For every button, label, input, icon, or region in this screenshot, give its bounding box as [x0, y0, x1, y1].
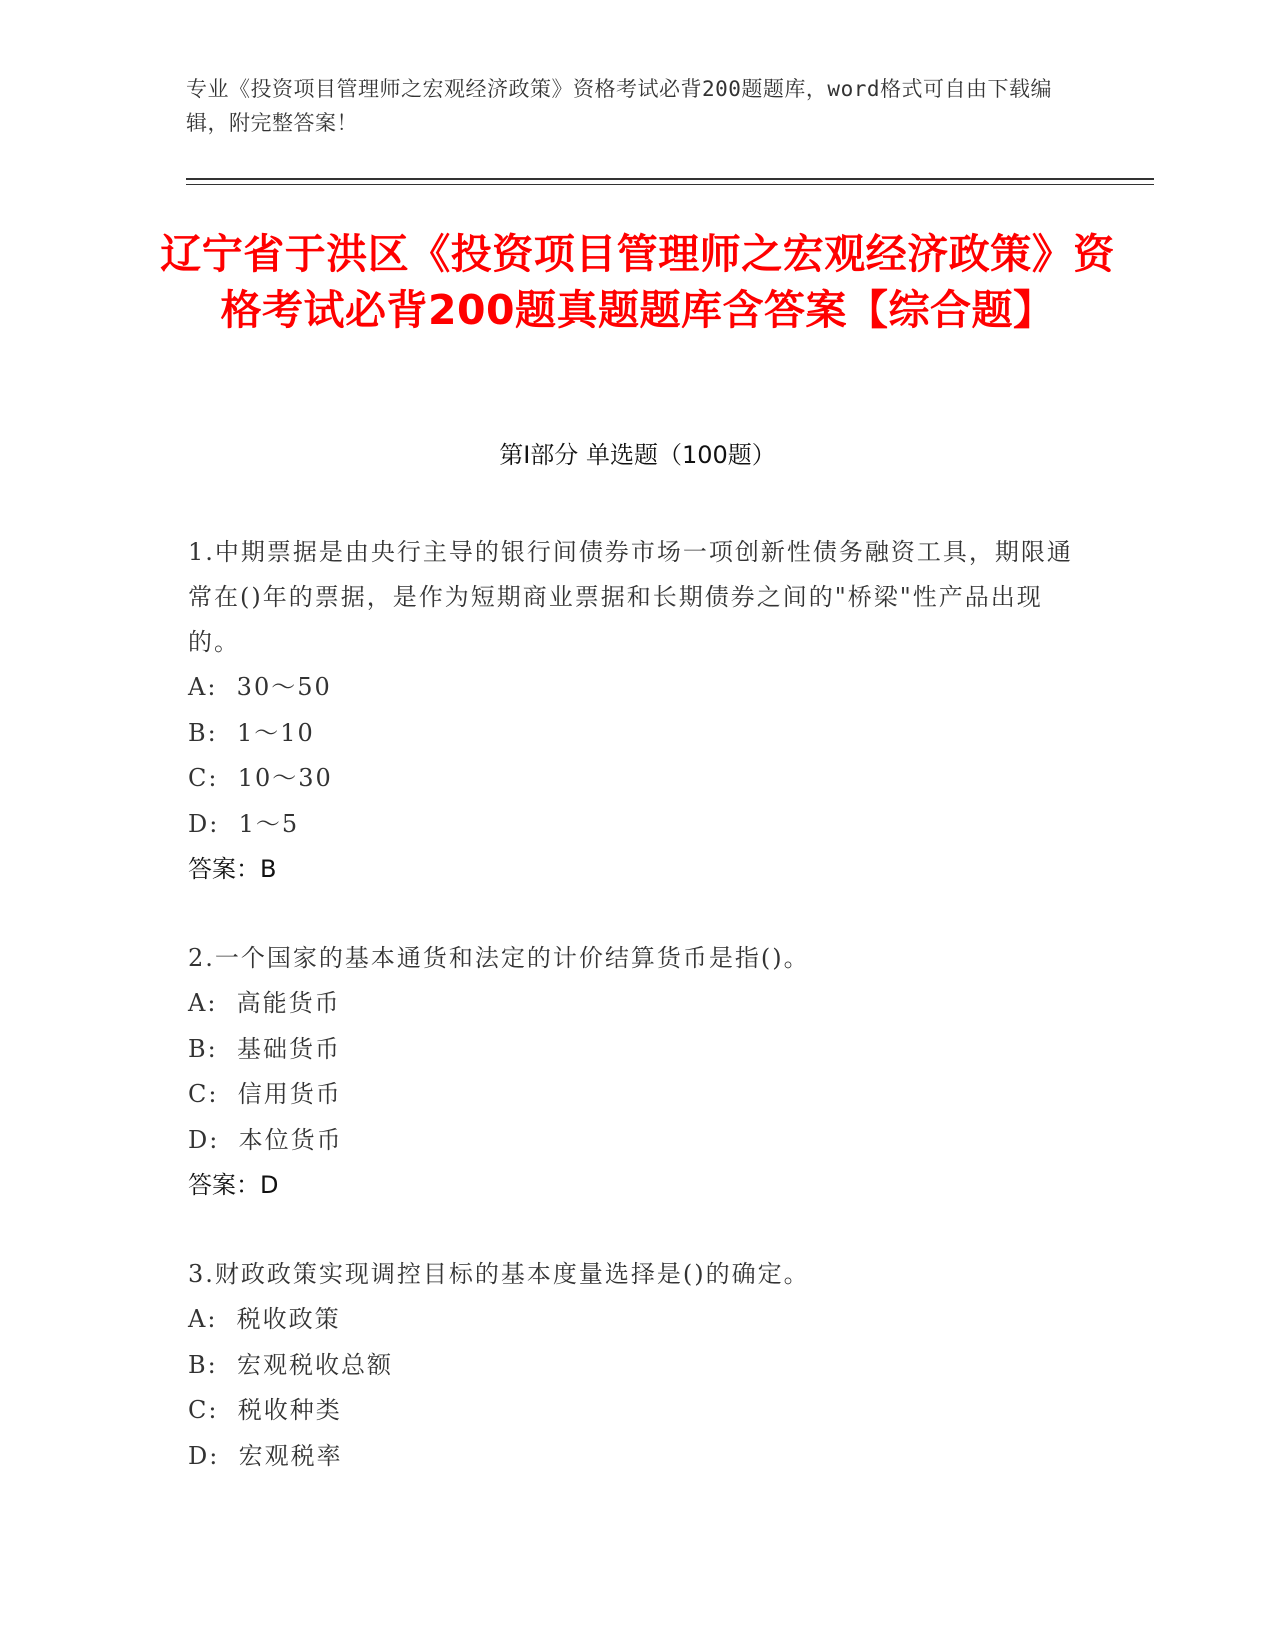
header-rule-thick [186, 178, 1154, 180]
option-a: A: 税收政策 [188, 1305, 341, 1333]
question-1 [188, 530, 1088, 892]
option-c: C: 10～30 [188, 764, 333, 792]
option-d: D: 1～5 [188, 809, 300, 838]
header-rule-thin [186, 184, 1154, 185]
option-b: B: 宏观税收总额 [188, 1350, 393, 1379]
question-stem: 3.财政政策实现调控目标的基本度量选择是()的确定。 [188, 1260, 810, 1288]
option-c: C: 信用货币 [188, 1080, 342, 1108]
question-stem: 1.中期票据是由央行主导的银行间债券市场一项创新性债务融资工具，期限通常在()年的票据，是作为短期商业票据和长期债券之间的"桥梁"性产品出现的。 [188, 538, 1073, 656]
option-a: A: 30～50 [188, 673, 332, 701]
option-d: D: 宏观税率 [188, 1441, 343, 1470]
question-3 [188, 1252, 1088, 1479]
option-b: B: 基础货币 [188, 1034, 341, 1063]
option-d: D: 本位货币 [188, 1125, 343, 1154]
header-note: 专业《投资项目管理师之宏观经济政策》资格考试必背200题题库，word格式可自由下载编辑，附完整答案！ [186, 77, 1052, 135]
option-a: A: 高能货币 [188, 989, 341, 1017]
section-title: 第I部分 单选题（100题） [499, 441, 776, 469]
option-b: B: 1～10 [188, 718, 315, 747]
question-2 [188, 936, 1088, 1208]
option-c: C: 税收种类 [188, 1396, 342, 1424]
question-list [188, 530, 1088, 1523]
answer: 答案：D [188, 1171, 279, 1199]
document-title: 辽宁省于洪区《投资项目管理师之宏观经济政策》资格考试必背200题真题题库含答案【综合题】 [160, 230, 1115, 334]
question-stem: 2.一个国家的基本通货和法定的计价结算货币是指()。 [188, 944, 810, 972]
answer: 答案：B [188, 855, 277, 883]
